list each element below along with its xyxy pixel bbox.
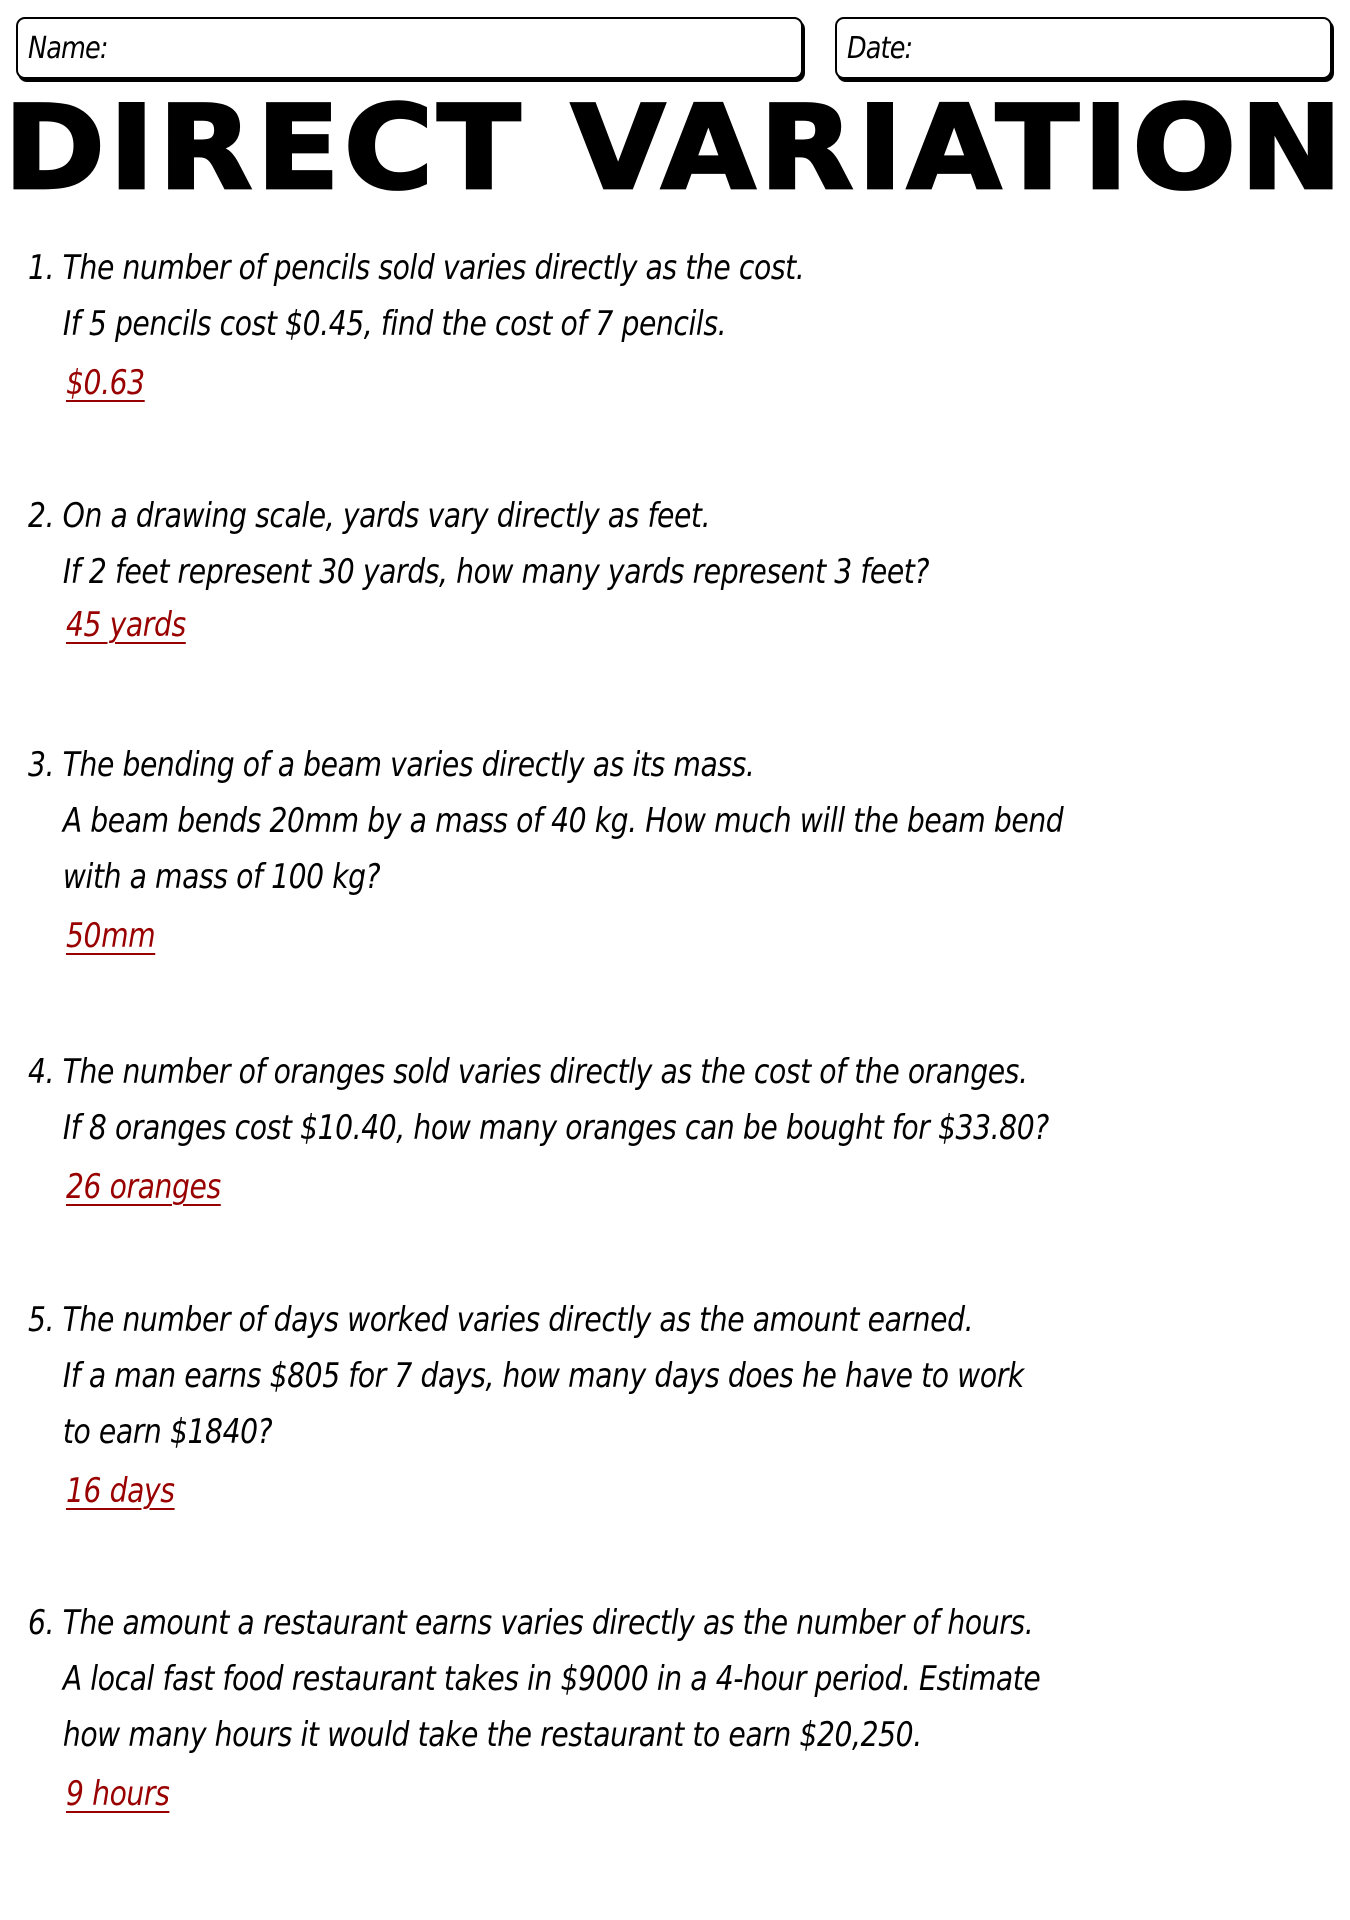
question-2 bbox=[28, 488, 1328, 656]
name-label: Name: bbox=[28, 31, 108, 66]
question-3-answer: 50mm bbox=[66, 916, 156, 956]
question-2-answer: 45 yards bbox=[66, 605, 186, 645]
question-6-answer: 9 hours bbox=[66, 1774, 170, 1814]
name-field[interactable] bbox=[16, 17, 803, 79]
question-2-line-1: 2. On a drawing scale, yards vary directly as feet. bbox=[28, 496, 711, 536]
question-4-line-1: 4. The number of oranges sold varies directly as the cost of the oranges. bbox=[28, 1052, 1028, 1092]
date-field[interactable] bbox=[835, 17, 1332, 79]
question-1-line-2: If 5 pencils cost $0.45, find the cost of 7 pencils. bbox=[62, 304, 727, 344]
question-5-line-3: to earn $1840? bbox=[62, 1412, 273, 1452]
question-1 bbox=[28, 240, 1328, 414]
question-3-line-1: 3. The bending of a beam varies directly as its mass. bbox=[28, 745, 755, 785]
question-6-line-2: A local fast food restaurant takes in $9000 in a 4-hour period. Estimate bbox=[62, 1659, 1041, 1699]
question-6 bbox=[28, 1595, 1328, 1825]
question-4 bbox=[28, 1044, 1328, 1218]
question-4-line-2: If 8 oranges cost $10.40, how many oranges can be bought for $33.80? bbox=[62, 1108, 1049, 1148]
question-3-line-3: with a mass of 100 kg? bbox=[62, 857, 381, 897]
question-5-answer: 16 days bbox=[66, 1471, 175, 1511]
question-5-line-1: 5. The number of days worked varies directly as the amount earned. bbox=[28, 1300, 974, 1340]
question-5-line-2: If a man earns $805 for 7 days, how many days does he have to work bbox=[62, 1356, 1024, 1396]
question-3 bbox=[28, 737, 1328, 967]
page-title: DIRECT VARIATION bbox=[3, 80, 1347, 216]
question-1-line-1: 1. The number of pencils sold varies directly as the cost. bbox=[28, 248, 805, 288]
question-1-answer: $0.63 bbox=[66, 363, 145, 403]
question-5 bbox=[28, 1292, 1328, 1522]
question-6-line-1: 6. The amount a restaurant earns varies directly as the number of hours. bbox=[28, 1603, 1034, 1643]
question-4-answer: 26 oranges bbox=[66, 1167, 221, 1207]
question-2-line-2: If 2 feet represent 30 yards, how many yards represent 3 feet? bbox=[62, 552, 930, 592]
question-6-line-3: how many hours it would take the restaurant to earn $20,250. bbox=[62, 1715, 922, 1755]
date-label: Date: bbox=[847, 31, 913, 66]
question-3-line-2: A beam bends 20mm by a mass of 40 kg. How much will the beam bend bbox=[62, 801, 1064, 841]
